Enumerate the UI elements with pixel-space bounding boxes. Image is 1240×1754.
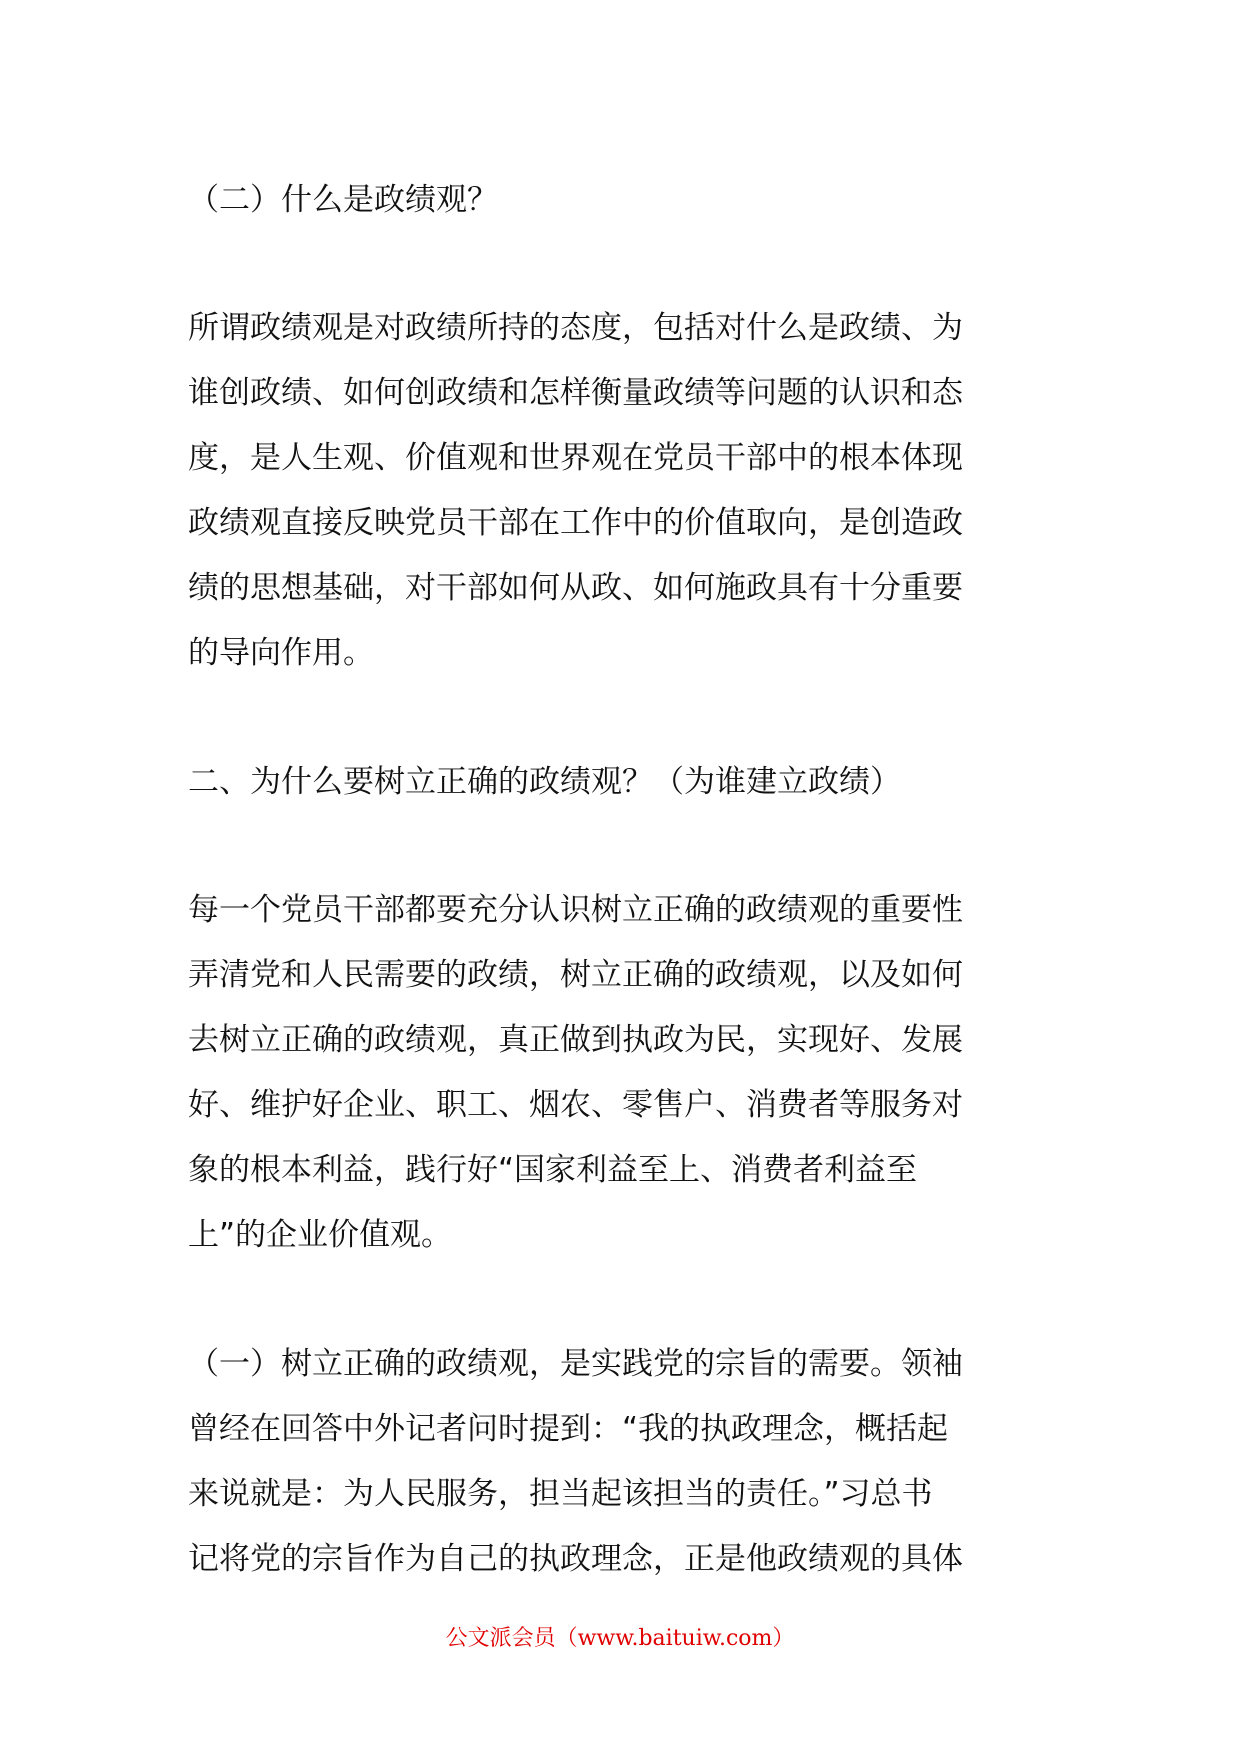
paragraph-line: 谁创政绩、如何创政绩和怎样衡量政绩等问题的认识和态 xyxy=(188,375,963,411)
paragraph-line: 政绩观直接反映党员干部在工作中的价值取向，是创造政 xyxy=(188,505,963,541)
section-heading-why-correct-view: 二、为什么要树立正确的政绩观？（为谁建立政绩） xyxy=(188,764,901,800)
paragraph-line: 上”的企业价值观。 xyxy=(188,1217,453,1253)
paragraph-line: 度，是人生观、价值观和世界观在党员干部中的根本体现 xyxy=(188,440,963,476)
paragraph-definition xyxy=(188,296,1058,686)
paragraph-line: （一）树立正确的政绩观，是实践党的宗旨的需要。领袖 xyxy=(188,1346,963,1382)
paragraph-line: 所谓政绩观是对政绩所持的态度，包括对什么是政绩、为 xyxy=(188,310,963,346)
paragraph-line: 曾经在回答中外记者问时提到：“我的执政理念，概括起 xyxy=(188,1411,949,1447)
paragraph-importance xyxy=(188,878,1058,1268)
paragraph-line: 绩的思想基础，对干部如何从政、如何施政具有十分重要 xyxy=(188,570,963,606)
paragraph-line: 来说就是：为人民服务，担当起该担当的责任。”习总书 xyxy=(188,1476,933,1512)
paragraph-line: 每一个党员干部都要充分认识树立正确的政绩观的重要性 xyxy=(188,892,963,928)
footer-watermark: 公文派会员（www.baituiw.com） xyxy=(445,1626,795,1651)
paragraph-line: 好、维护好企业、职工、烟农、零售户、消费者等服务对 xyxy=(188,1087,963,1123)
paragraph-line: 弄清党和人民需要的政绩，树立正确的政绩观，以及如何 xyxy=(188,957,963,993)
paragraph-line: 象的根本利益，践行好“国家利益至上、消费者利益至 xyxy=(188,1152,918,1188)
paragraph-party-purpose xyxy=(188,1332,1058,1592)
paragraph-line: 的导向作用。 xyxy=(188,635,374,671)
paragraph-line: 记将党的宗旨作为自己的执政理念，正是他政绩观的具体 xyxy=(188,1541,963,1577)
paragraph-line: 去树立正确的政绩观，真正做到执政为民，实现好、发展 xyxy=(188,1022,963,1058)
section-heading-what-is-performance-view: （二）什么是政绩观？ xyxy=(188,182,498,218)
document-body xyxy=(188,168,1058,1592)
